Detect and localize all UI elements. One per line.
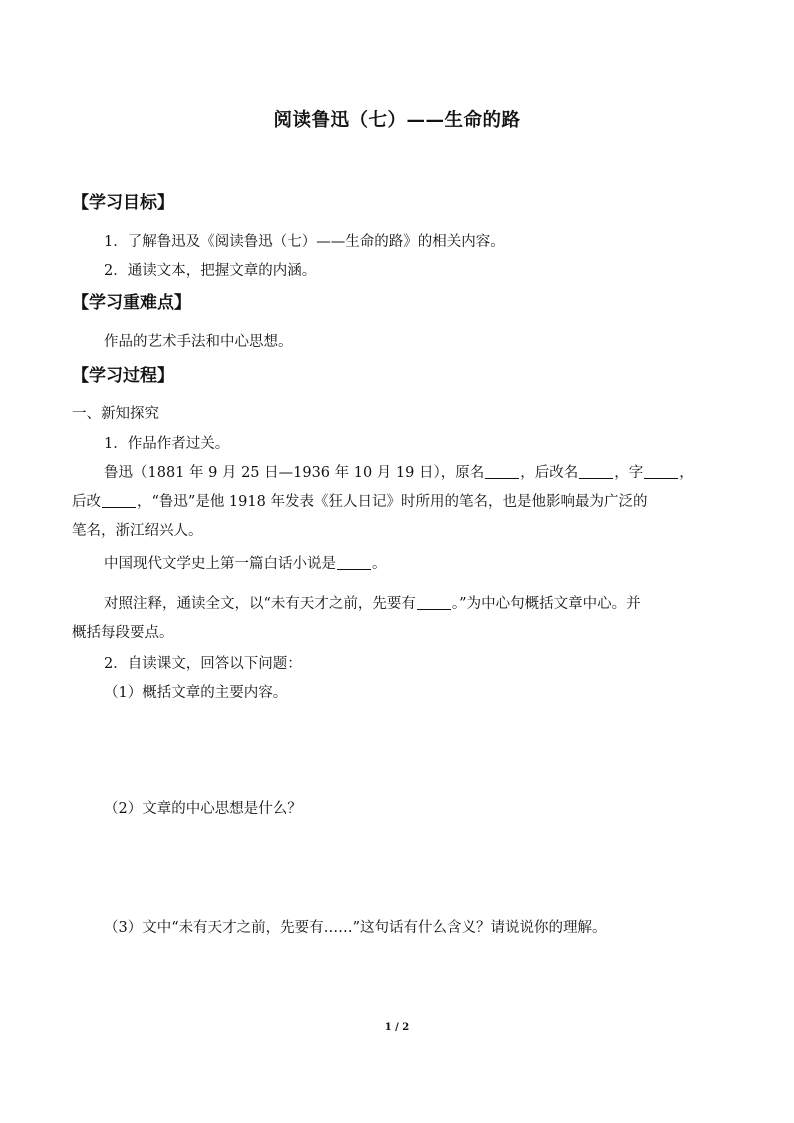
fill-blank-first-novel[interactable] [337, 555, 371, 570]
fill-blank-changed-name[interactable] [579, 464, 613, 479]
central-sentence-line-1 [104, 594, 641, 614]
author-text-e: 后改 [72, 494, 101, 510]
page-number: 1 / 2 [384, 1022, 410, 1033]
section-heading-process: 【学习过程】 [72, 366, 174, 386]
question-3: （3）文中“未有天才之前，先要有……”这句话有什么含义？请说说你的理解。 [104, 920, 607, 936]
section-heading-goals: 【学习目标】 [72, 193, 174, 213]
fill-blank-courtesy-name[interactable] [644, 464, 678, 479]
author-text-c: ，字 [614, 465, 644, 481]
section-heading-focus: 【学习重难点】 [72, 293, 191, 313]
author-paragraph-line-3: 笔名，浙江绍兴人。 [72, 523, 203, 539]
first-novel-text: 中国现代文学史上第一篇白话小说是 [104, 556, 336, 572]
author-text-f: ，“鲁迅”是他 1918 年发表《狂人日记》时所用的笔名，也是他影响最为广泛的 [137, 494, 648, 510]
focus-text: 作品的艺术手法和中心思想。 [104, 334, 293, 350]
author-paragraph-line-1 [104, 463, 694, 483]
author-paragraph-line-2 [72, 492, 647, 512]
item-1: 1．作品作者过关。 [104, 436, 230, 452]
document-title: 阅读鲁迅（七）——生命的路 [273, 110, 521, 131]
author-text-b: ，后改名 [520, 465, 579, 481]
central-sentence-line-2: 概括每段要点。 [72, 625, 174, 641]
goal-item-2: 2．通读文本，把握文章的内涵。 [104, 263, 317, 279]
first-novel-question [104, 554, 387, 574]
question-2: （2）文章的中心思想是什么？ [104, 801, 302, 817]
fill-blank-later-name[interactable] [102, 493, 136, 508]
central-text-a: 对照注释，通读全文，以“未有天才之前，先要有 [104, 596, 416, 612]
author-text-d: ， [679, 465, 694, 481]
fill-blank-central-sentence[interactable] [417, 595, 451, 610]
first-novel-end: 。 [372, 556, 387, 572]
part1-heading: 一、新知探究 [72, 406, 159, 422]
author-text-a: 鲁迅（1881 年 9 月 25 日—1936 年 10 月 19 日），原名 [104, 465, 485, 481]
central-text-b: 。”为中心句概括文章中心。并 [451, 596, 641, 612]
goal-item-1: 1．了解鲁迅及《阅读鲁迅（七）——生命的路》的相关内容。 [104, 234, 505, 250]
item-2: 2．自读课文，回答以下问题： [104, 656, 302, 672]
question-1: （1）概括文章的主要内容。 [104, 685, 288, 701]
fill-blank-original-name[interactable] [485, 464, 519, 479]
